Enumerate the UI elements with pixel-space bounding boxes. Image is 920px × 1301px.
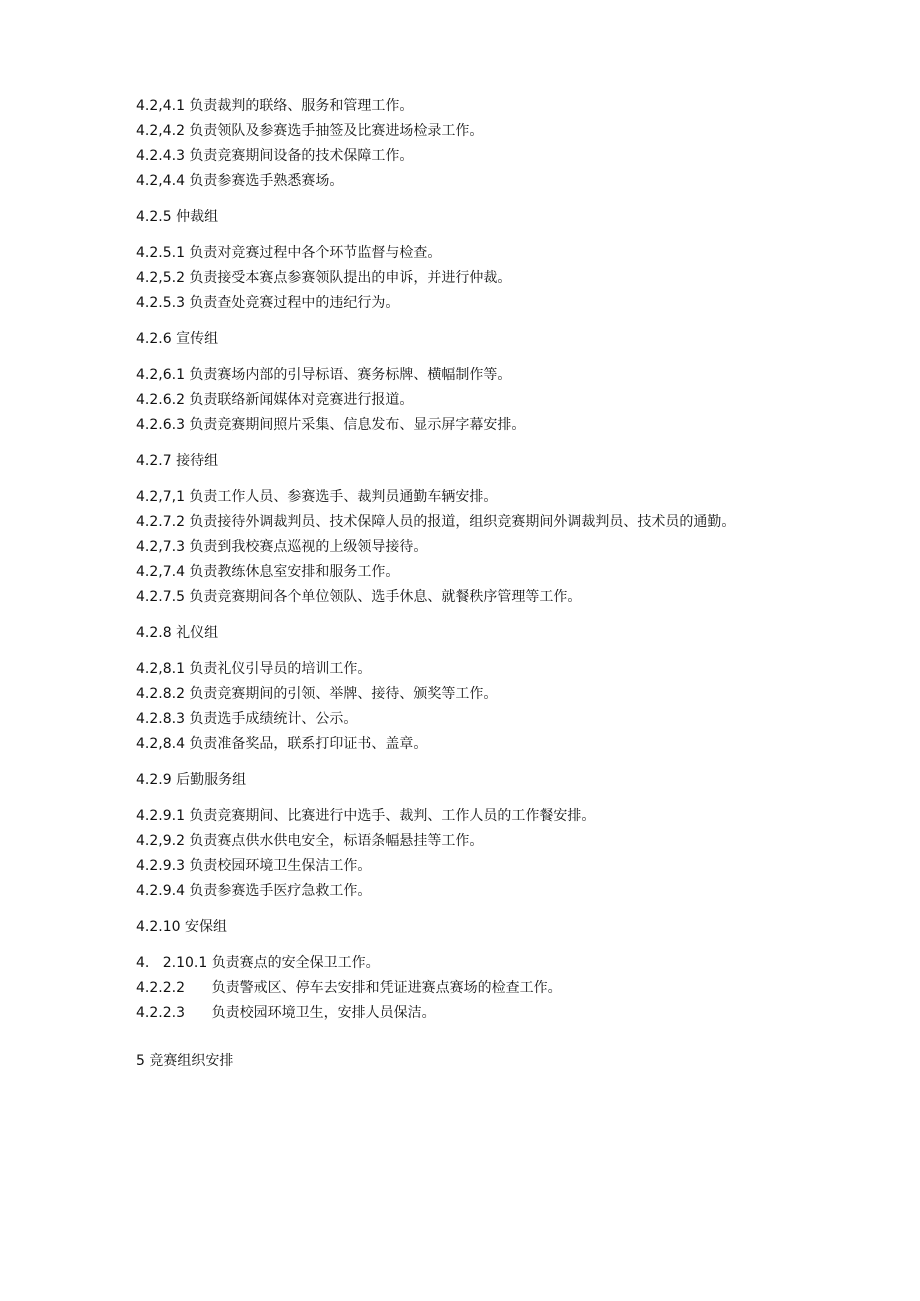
list-item: 4.2.7.5 负责竞赛期间各个单位领队、选手休息、就餐秩序管理等工作。 bbox=[136, 589, 582, 605]
list-item: 4.2,4.4 负责参赛选手熟悉赛场。 bbox=[136, 173, 344, 189]
section-4-2-5 bbox=[136, 241, 796, 316]
list-item: 4.2,7,1 负责工作人员、参赛选手、裁判员通勤车辆安排。 bbox=[136, 489, 498, 505]
list-item: 4.2,4.1 负责裁判的联络、服务和管理工作。 bbox=[136, 98, 414, 114]
section-4-2-8 bbox=[136, 657, 796, 757]
list-item: 4.2,5.2 负责接受本赛点参赛领队提出的申诉，并进行仲裁。 bbox=[136, 270, 512, 286]
section-4-2-4 bbox=[136, 94, 796, 194]
list-item: 4.2.9.4 负责参赛选手医疗急救工作。 bbox=[136, 883, 372, 899]
section-heading: 4.2.10 安保组 bbox=[136, 919, 227, 935]
section-heading: 4.2.7 接待组 bbox=[136, 453, 219, 469]
list-item: 4.2.6.3 负责竞赛期间照片采集、信息发布、显示屏字幕安排。 bbox=[136, 417, 526, 433]
list-item: 4.2,6.1 负责赛场内部的引导标语、赛务标牌、横幅制作等。 bbox=[136, 367, 512, 383]
list-item: 4.2.2.3 负责校园环境卫生，安排人员保洁。 bbox=[136, 1005, 436, 1021]
list-item: 4.2.2.2 负责警戒区、停车去安排和凭证进赛点赛场的检查工作。 bbox=[136, 980, 562, 996]
list-item: 4.2,7.3 负责到我校赛点巡视的上级领导接待。 bbox=[136, 539, 428, 555]
list-item: 4.2,4.2 负责领队及参赛选手抽签及比赛进场检录工作。 bbox=[136, 123, 484, 139]
list-item: 4.2.8.3 负责选手成绩统计、公示。 bbox=[136, 711, 358, 727]
section-4-2-10 bbox=[136, 951, 796, 1026]
list-item: 4. 2.10.1 负责赛点的安全保卫工作。 bbox=[136, 955, 380, 971]
section-heading: 4.2.9 后勤服务组 bbox=[136, 772, 247, 788]
list-item: 4.2.6.2 负责联络新闻媒体对竞赛进行报道。 bbox=[136, 392, 414, 408]
section-heading: 4.2.8 礼仪组 bbox=[136, 625, 219, 641]
list-item: 4.2,8.4 负责准备奖品，联系打印证书、盖章。 bbox=[136, 736, 428, 752]
list-item: 4.2.9.3 负责校园环境卫生保洁工作。 bbox=[136, 858, 372, 874]
list-item: 4.2.5.3 负责查处竞赛过程中的违纪行为。 bbox=[136, 295, 400, 311]
list-item: 4.2.4.3 负责竞赛期间设备的技术保障工作。 bbox=[136, 148, 414, 164]
list-item: 4.2,8.1 负责礼仪引导员的培训工作。 bbox=[136, 661, 372, 677]
document-page bbox=[136, 94, 796, 1074]
list-item: 4.2,9.2 负责赛点供水供电安全，标语条幅悬挂等工作。 bbox=[136, 833, 484, 849]
list-item: 4.2.5.1 负责对竞赛过程中各个环节监督与检查。 bbox=[136, 245, 442, 261]
section-4-2-6 bbox=[136, 363, 796, 438]
section-heading: 4.2.6 宣传组 bbox=[136, 331, 219, 347]
list-item: 4.2.8.2 负责竞赛期间的引领、举牌、接待、颁奖等工作。 bbox=[136, 686, 498, 702]
section-4-2-7 bbox=[136, 485, 796, 610]
section-4-2-9 bbox=[136, 804, 796, 904]
list-item: 4.2.7.2 负责接待外调裁判员、技术保障人员的报道，组织竞赛期间外调裁判员、技术员的通勤。 bbox=[136, 514, 736, 530]
list-item: 4.2,7.4 负责教练休息室安排和服务工作。 bbox=[136, 564, 400, 580]
chapter-heading: 5 竞赛组织安排 bbox=[136, 1053, 234, 1069]
list-item: 4.2.9.1 负责竞赛期间、比赛进行中选手、裁判、工作人员的工作餐安排。 bbox=[136, 808, 596, 824]
section-heading: 4.2.5 仲裁组 bbox=[136, 209, 219, 225]
